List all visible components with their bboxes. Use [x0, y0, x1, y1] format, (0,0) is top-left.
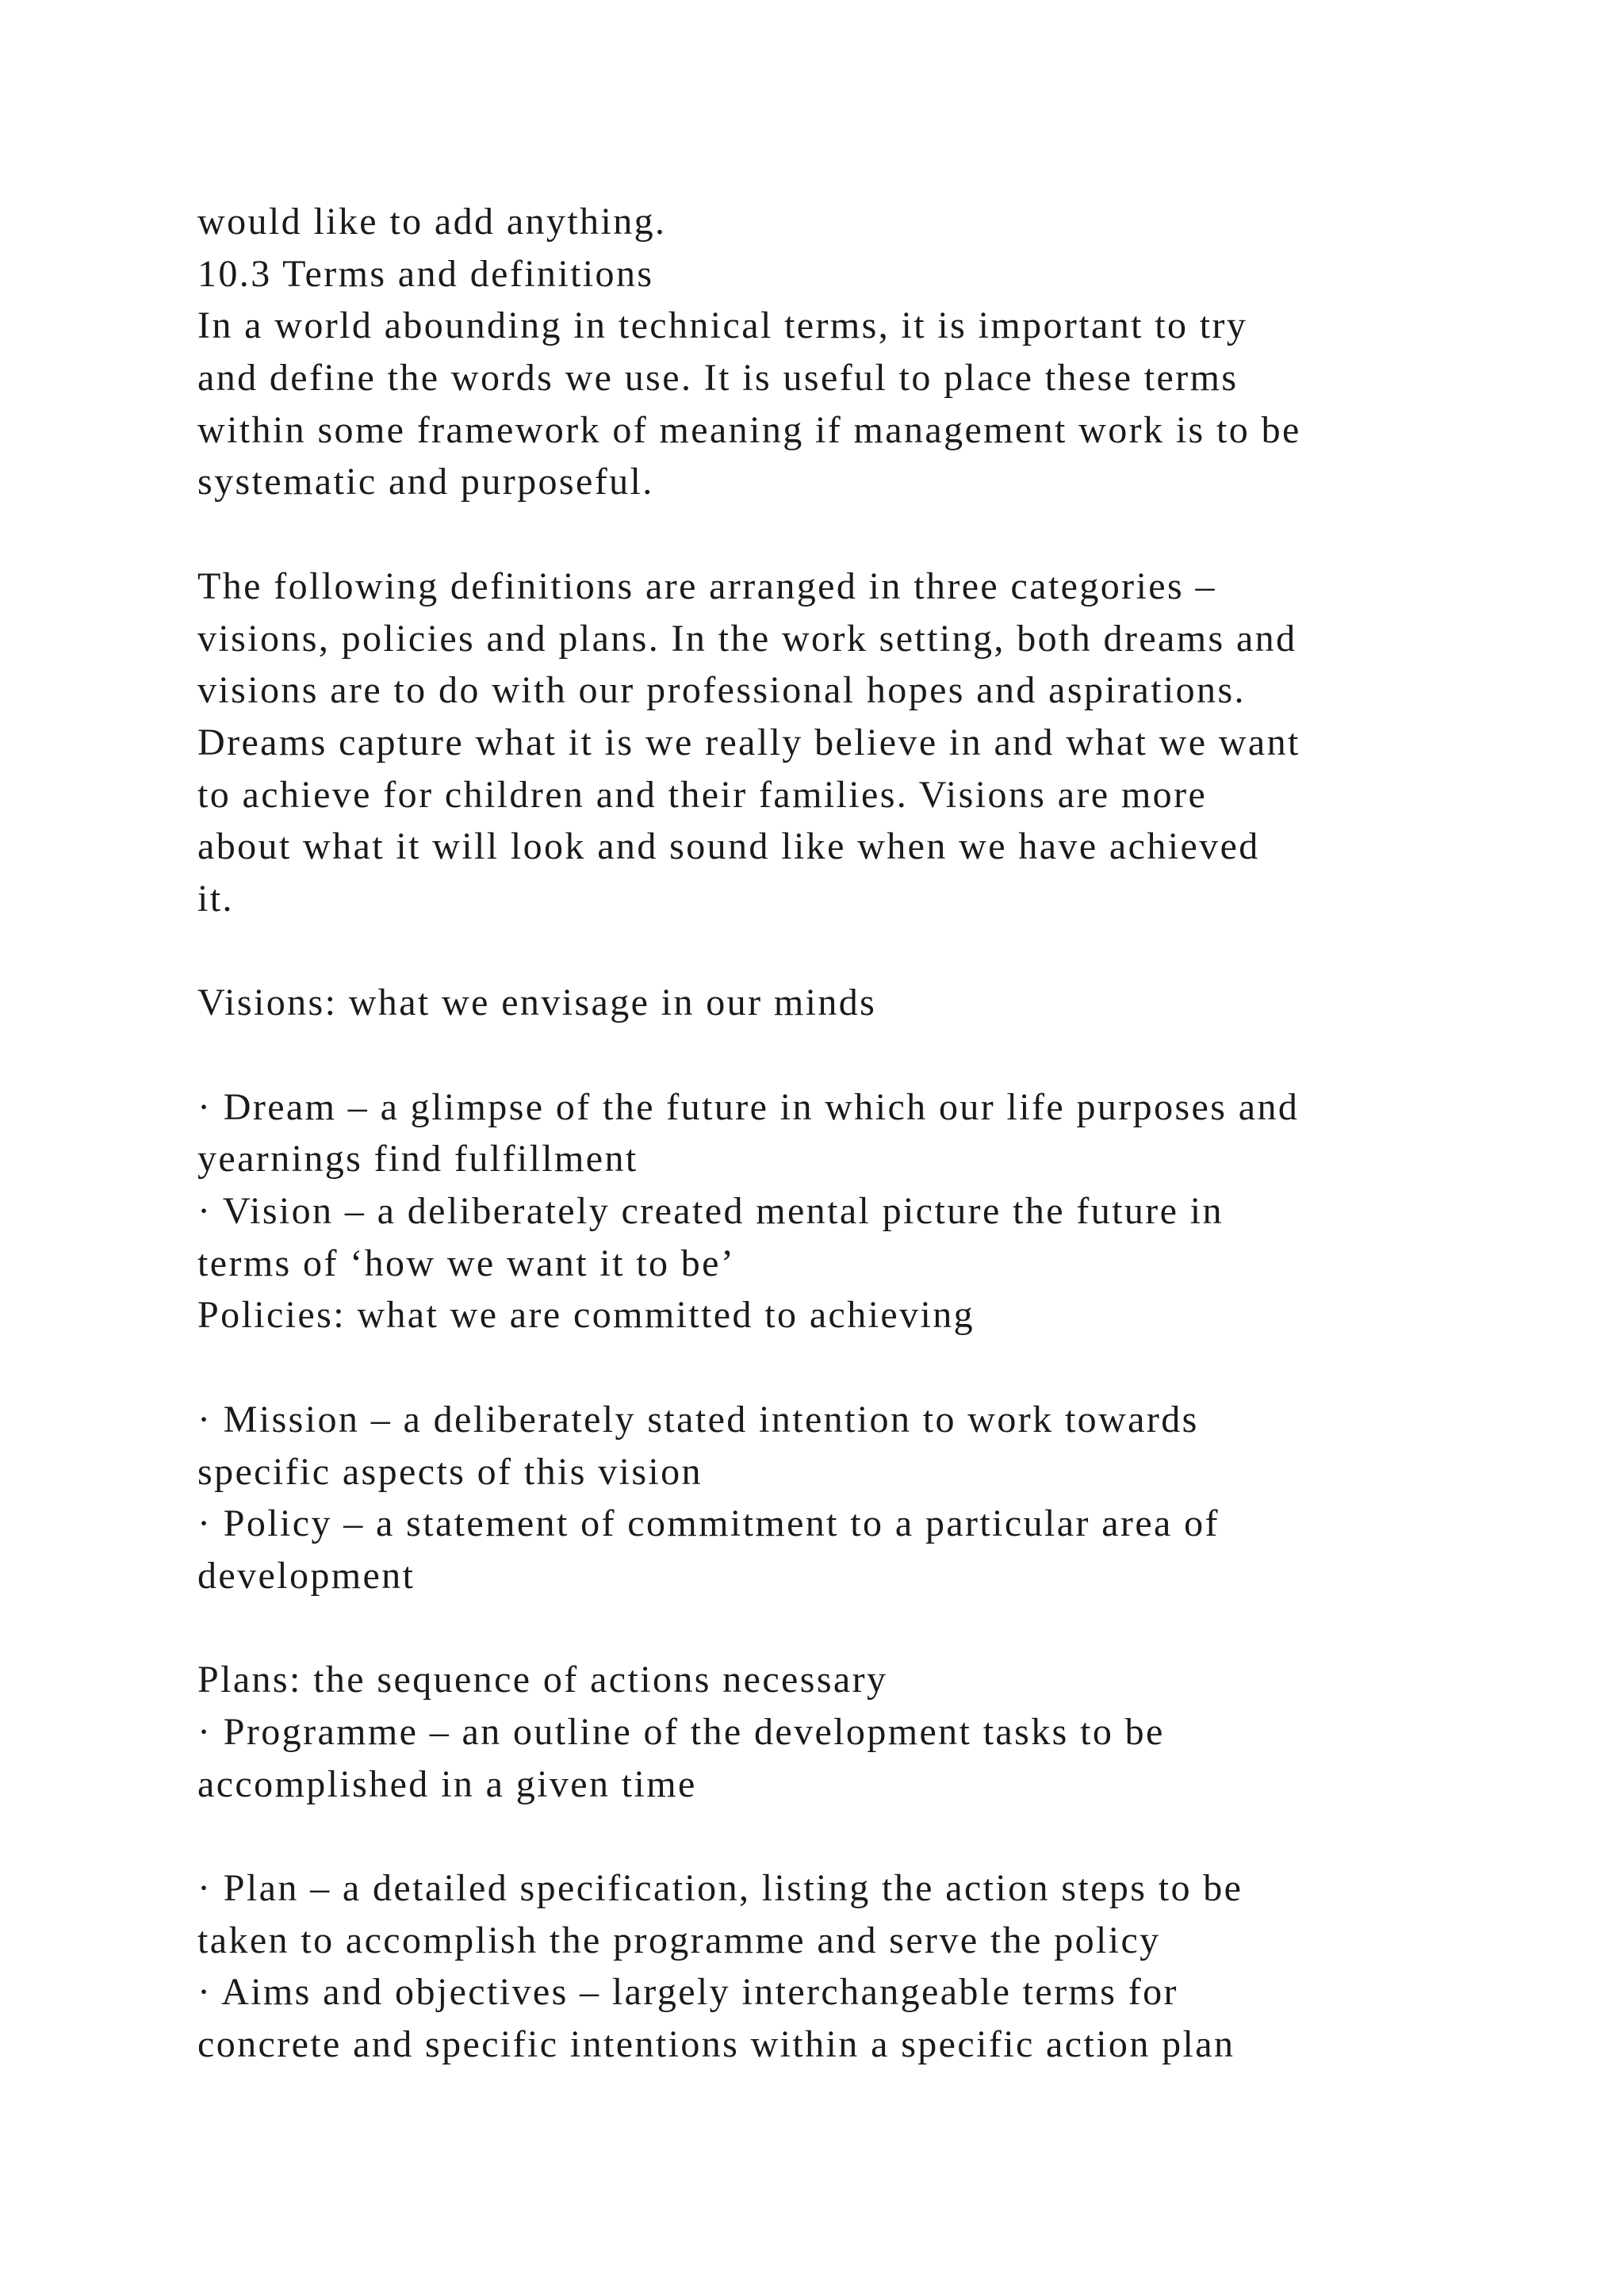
bullet-item-mission: · Mission – a deliberately stated intention to work towards	[197, 1398, 1199, 1441]
text-line: within some framework of meaning if management work is to be	[197, 408, 1301, 451]
text-line: terms of ‘how we want it to be’	[197, 1242, 736, 1284]
bullet-item-programme: · Programme – an outline of the development tasks to be	[197, 1710, 1165, 1753]
text-line: accomplished in a given time	[197, 1762, 697, 1805]
blank-line	[197, 508, 1498, 561]
bullet-item-aims-objectives: · Aims and objectives – largely interchangeable terms for	[197, 1971, 1178, 2014]
blank-line	[197, 1810, 1498, 1862]
text-line: taken to accomplish the programme and serve the policy	[197, 1919, 1161, 1961]
text-line: specific aspects of this vision	[197, 1450, 703, 1493]
text-line: development	[197, 1554, 416, 1597]
category-heading-policies: Policies: what we are committed to achieving	[197, 1294, 975, 1337]
blank-line	[197, 1341, 1498, 1394]
text-line: visions are to do with our professional hopes and aspirations.	[197, 669, 1246, 712]
blank-line	[197, 925, 1498, 978]
bullet-item-policy: · Policy – a statement of commitment to a particular area of	[197, 1502, 1220, 1545]
category-heading-plans: Plans: the sequence of actions necessary	[197, 1659, 888, 1701]
text-line: to achieve for children and their families. Visions are more	[197, 773, 1208, 816]
text-line: it.	[197, 877, 234, 920]
text-line: visions, policies and plans. In the work setting, both dreams and	[197, 617, 1297, 660]
bullet-item-plan: · Plan – a detailed specification, listing the action steps to be	[197, 1867, 1243, 1909]
document-body	[197, 196, 1498, 2071]
category-heading-visions: Visions: what we envisage in our minds	[197, 982, 877, 1024]
text-line: systematic and purposeful.	[197, 461, 654, 503]
text-line: yearnings find fulfillment	[197, 1138, 638, 1181]
text-line: Dreams capture what it is we really believe in and what we want	[197, 721, 1300, 763]
text-line: The following definitions are arranged in three categories –	[197, 564, 1216, 607]
bullet-item-vision: · Vision – a deliberately created mental picture the future in	[197, 1190, 1224, 1233]
text-line: concrete and specific intentions within a specific action plan	[197, 2023, 1235, 2066]
blank-line	[197, 1602, 1498, 1655]
text-line: and define the words we use. It is useful to place these terms	[197, 357, 1239, 400]
text-line: would like to add anything.	[197, 201, 667, 243]
text-line: In a world abounding in technical terms, it is important to try	[197, 304, 1248, 347]
blank-line	[197, 1029, 1498, 1081]
text-line: about what it will look and sound like when we have achieved	[197, 825, 1260, 868]
bullet-item-dream: · Dream – a glimpse of the future in which our life purposes and	[197, 1085, 1300, 1128]
section-heading: 10.3 Terms and definitions	[197, 252, 654, 295]
